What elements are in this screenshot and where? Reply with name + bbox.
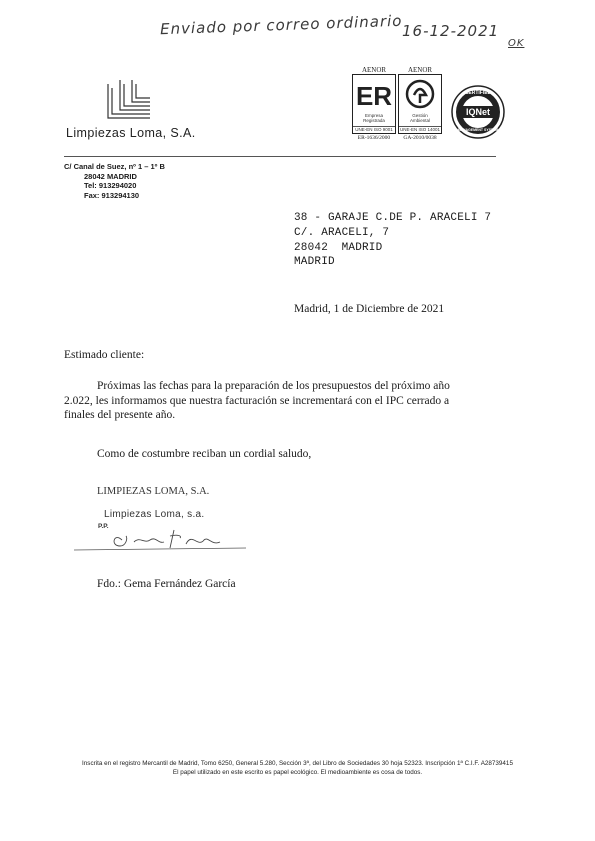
header-divider <box>64 156 496 157</box>
iqnet-top: CERTIFIED <box>464 90 492 96</box>
svg-text:ER: ER <box>355 81 393 111</box>
fax-number: Fax: 913294130 <box>84 190 140 200</box>
handwritten-date: 16-12-2021 <box>402 22 500 40</box>
greeting: Estimado cliente: <box>64 349 145 361</box>
paragraph1-line2: 2.022, les informamos que nuestra facturación se incrementará con el IPC cerrado a <box>64 394 450 407</box>
iqnet-center: IQNet <box>465 107 490 117</box>
company-stamp: Limpiezas Loma, s.a. <box>104 509 205 520</box>
er-icon <box>355 81 393 111</box>
aenor1-caption2: Registrada <box>363 118 385 123</box>
recipient-line2: C/. ARACELI, 7 <box>294 226 390 239</box>
signature-company: LIMPIEZAS LOMA, S.A. <box>97 486 210 497</box>
company-name: Limpiezas Loma, S.A. <box>66 126 196 140</box>
letter-date: Madrid, 1 de Diciembre de 2021 <box>294 303 445 315</box>
aenor-er-badge <box>352 66 396 144</box>
paragraph-2: Como de costumbre reciban un cordial saludo, <box>97 448 312 460</box>
footer-eco-note: El papel utilizado en este escrito es papel ecológico. El medioambiente es cosa de todos. <box>172 769 423 776</box>
aenor2-code: GA-2010/0038 <box>403 135 437 141</box>
address-line2: 28042 MADRID <box>84 171 137 181</box>
aenor2-caption2: Ambiental <box>409 118 430 123</box>
recipient-line1: 38 - GARAJE C.DE P. ARACELI 7 <box>294 212 492 224</box>
pp-mark: P.P. <box>98 523 109 530</box>
handwritten-ok: OK <box>508 38 525 49</box>
phone-number: Tel: 913294020 <box>84 181 137 190</box>
aenor-label: AENOR <box>361 66 387 74</box>
company-logo <box>100 78 158 126</box>
handwritten-note: Enviado por correo ordinario <box>159 11 403 39</box>
footer-registry: Inscrita en el registro Mercantil de Madrid, Tomo 6250, General 5.280, Sección 3ª, del Libro de Sociedades 30 hoja 52323. Inscripción 1ª C.I.F. A28739415 <box>82 760 513 767</box>
iqnet-bottom: MANAGEMENT SYSTEM <box>457 128 499 132</box>
aenor2-norm: UNE-EN ISO 14001 <box>399 127 441 132</box>
recipient-line4: MADRID <box>294 256 335 269</box>
aenor2-caption1: Gestión <box>412 113 428 118</box>
recipient-line3: 28042 MADRID <box>294 241 383 254</box>
paragraph-1 <box>64 379 504 423</box>
aenor1-caption1: Empresa <box>364 113 383 118</box>
paragraph1-line3: finales del presente año. <box>64 409 176 421</box>
handwritten-signature <box>70 522 250 556</box>
signer-name: Fdo.: Gema Fernández García <box>97 578 236 590</box>
address-line1: C/ Canal de Suez, nº 1 – 1º B <box>64 162 165 171</box>
company-address <box>64 162 165 200</box>
aenor1-norm: UNE-EN ISO 9001 <box>353 126 395 132</box>
paragraph1-line1: Próximas las fechas para la preparación de los presupuestos del próximo año <box>97 380 450 392</box>
iqnet-seal <box>450 84 506 140</box>
footer <box>30 759 565 777</box>
aenor-ga-badge <box>398 66 442 144</box>
aenor1-code: ER-1636/2000 <box>357 135 391 141</box>
recipient-address <box>294 211 491 270</box>
aenor-label-2: AENOR <box>407 66 433 74</box>
environment-icon <box>405 79 435 109</box>
